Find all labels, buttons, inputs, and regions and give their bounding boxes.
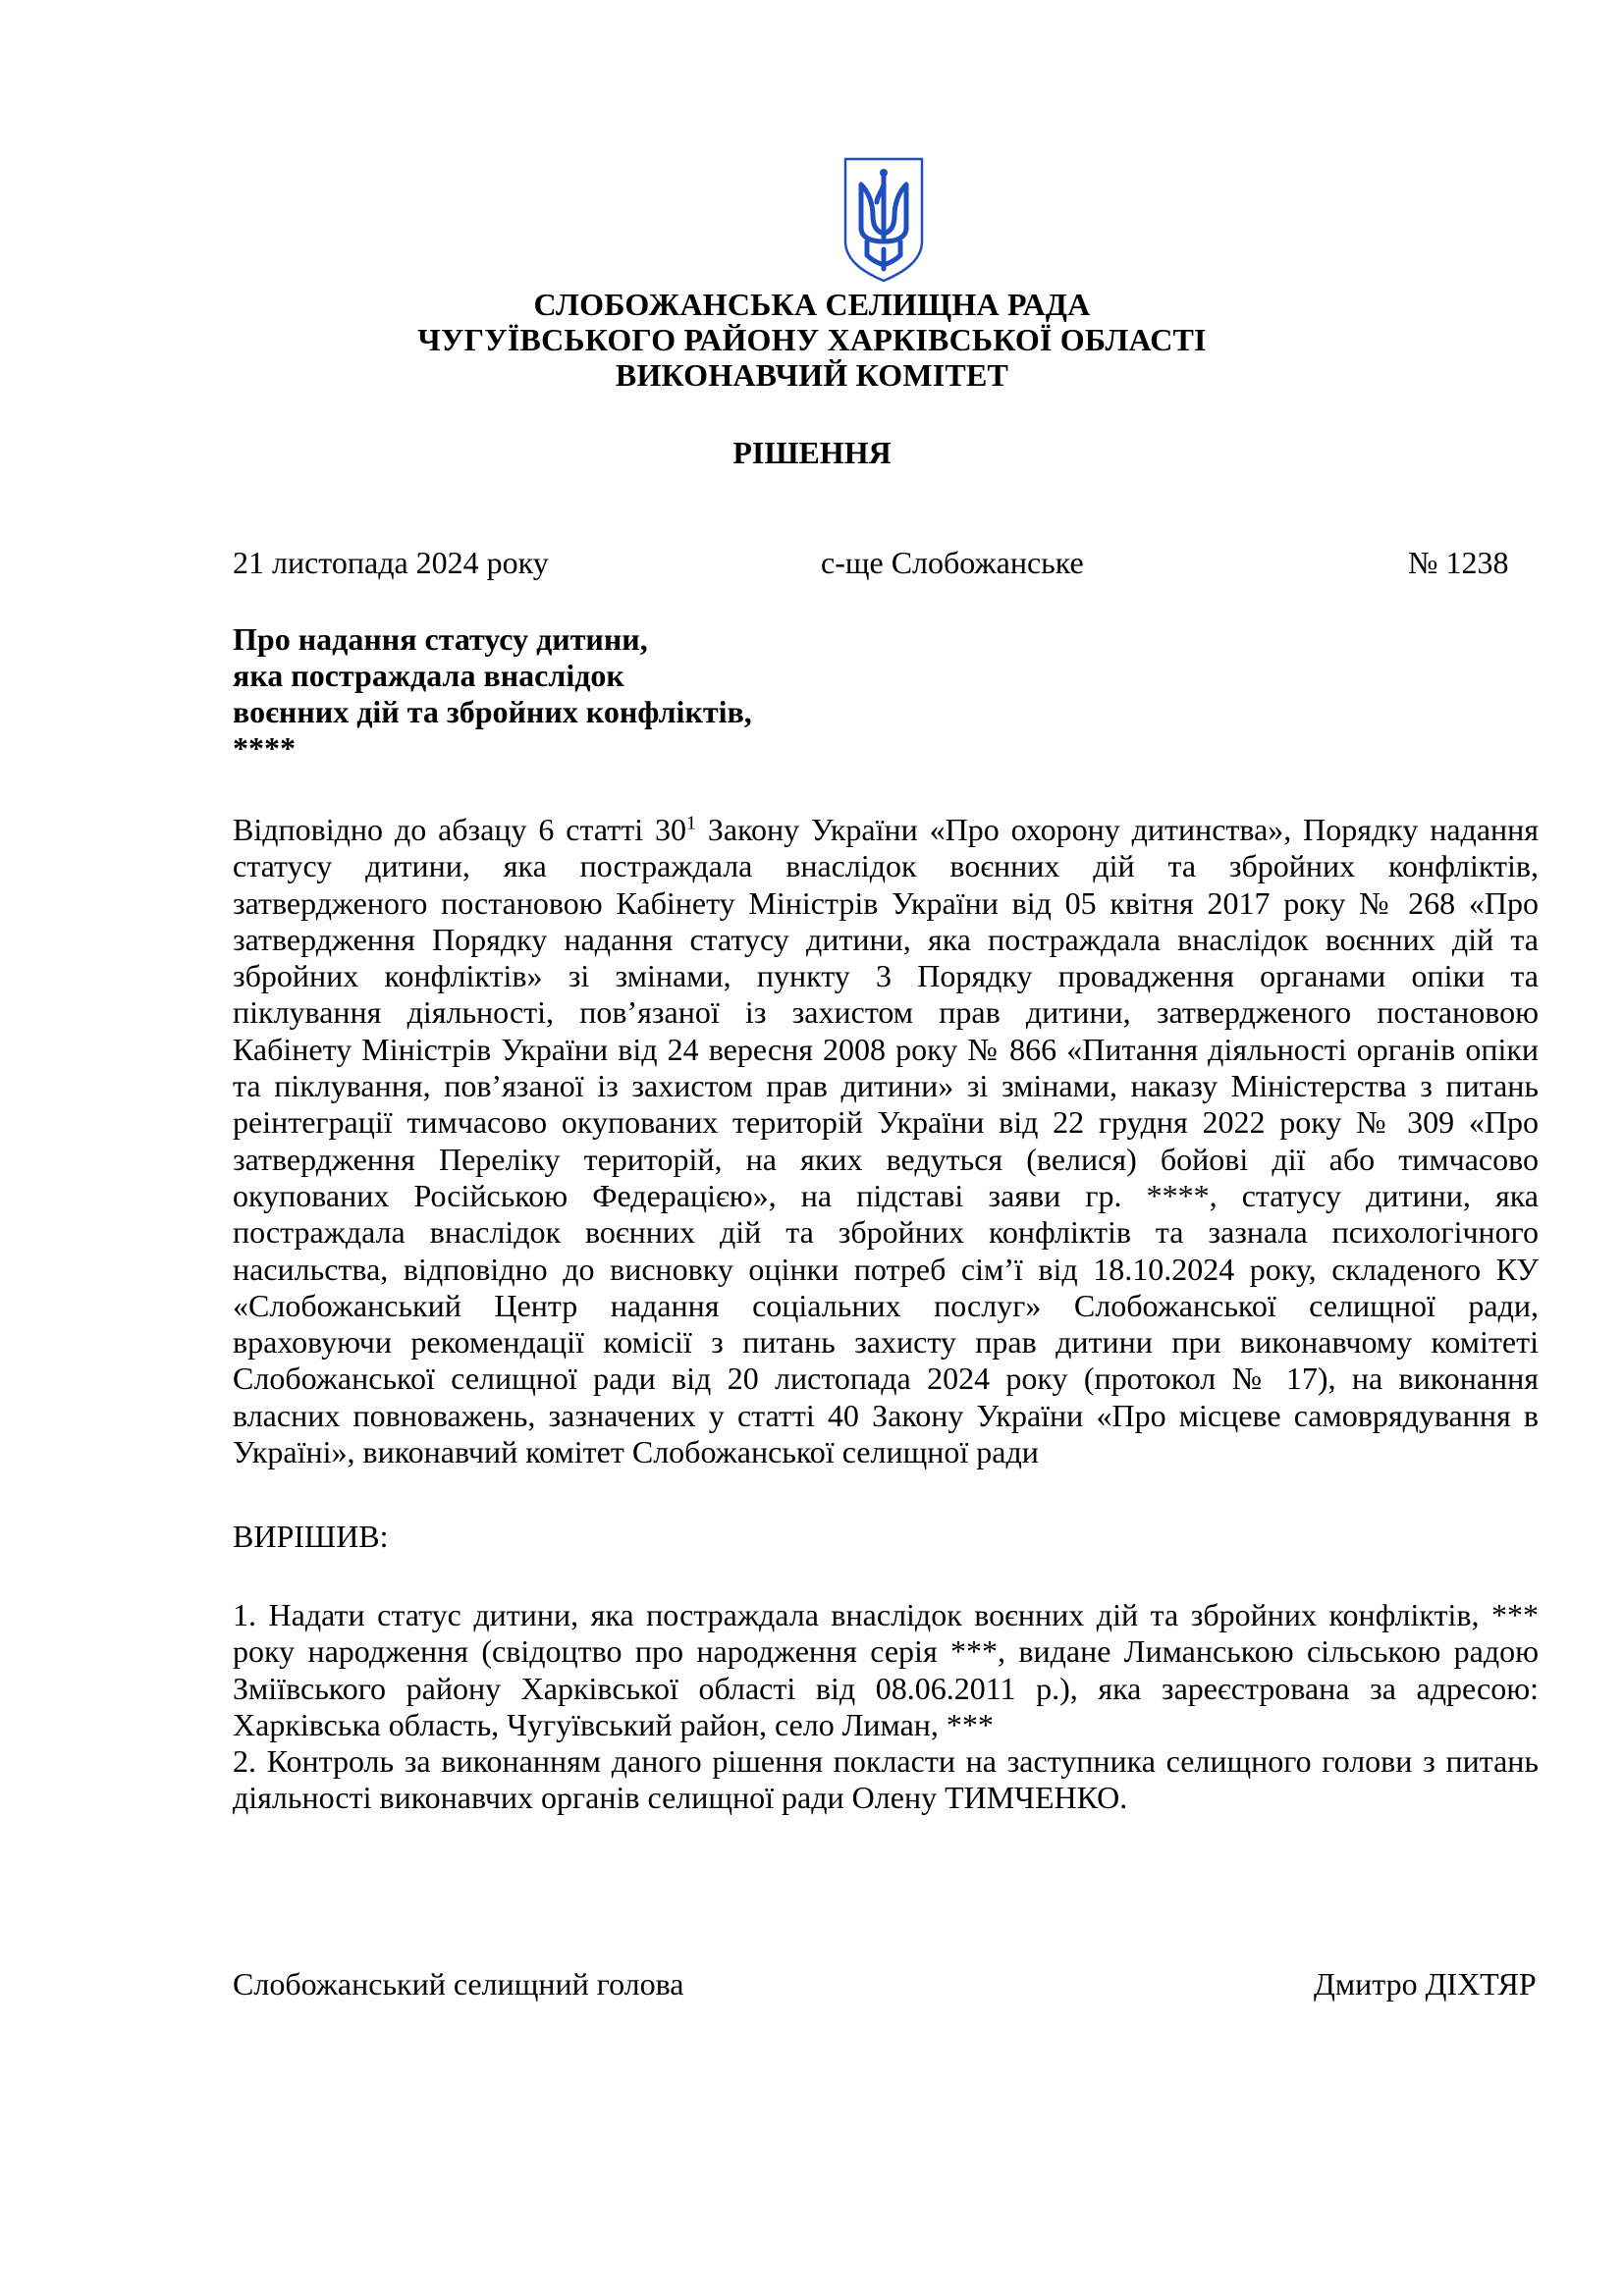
signatory-role: Слобожанський селищний голова — [233, 1966, 684, 2002]
preamble-line: та піклування, пов’язаної із захистом прав дитини» зі змінами, наказу Міністерства з питань — [233, 1068, 1539, 1104]
decision-line: Зміївського району Харківської області від 08.06.2011 р.), яка зареєстрована за адресою: — [233, 1670, 1539, 1706]
signatory-name: Дмитро ДІХТЯР — [1314, 1966, 1537, 2002]
document-date: 21 листопада 2024 року — [233, 545, 549, 580]
preamble-line: Україні», виконавчий комітет Слобожанської селищної ради — [233, 1434, 1039, 1470]
decision-line: 1. Надати статус дитини, яка постраждала внаслідок воєнних дій та збройних конфліктів, *** — [233, 1597, 1539, 1632]
preamble-line: насильства, відповідно до висновку оцінки потреб сім’ї від 18.10.2024 року, складеного КУ — [233, 1251, 1539, 1287]
decision-line: року народження (свідоцтво про народження серія ***, видане Лиманською сільською радою — [233, 1633, 1539, 1670]
org-name-line-2: ЧУГУЇВСЬКОГО РАЙОНУ ХАРКІВСЬКОЇ ОБЛАСТІ — [417, 322, 1207, 357]
org-name-line-1: СЛОБОЖАНСЬКА СЕЛИЩНА РАДА — [533, 287, 1091, 322]
subject-line: яка постраждала внаслідок — [233, 658, 624, 693]
preamble-line: статусу дитини, яка постраждала внаслідок воєнних дій та збройних конфліктів, — [233, 848, 1539, 884]
preamble-line: реінтеграції тимчасово окупованих територій України від 22 грудня 2022 року № 309 «Про — [233, 1104, 1539, 1141]
preamble-line — [233, 812, 1539, 848]
preamble-line: «Слобожанський Центр надання соціальних послуг» Слобожанської селищної ради, — [233, 1287, 1539, 1323]
preamble-text: Відповідно до абзацу 6 статті 30 — [233, 812, 686, 847]
org-name-line-3: ВИКОНАВЧИЙ КОМІТЕТ — [615, 357, 1009, 393]
decision-items — [233, 1597, 1539, 1817]
document-title: РІШЕННЯ — [732, 435, 892, 470]
document-place: с-ще Слобожанське — [821, 545, 1084, 580]
decision-line: діяльності виконавчих органів селищної ради Олену ТИМЧЕНКО. — [233, 1780, 1128, 1816]
preamble-line: затвердження Переліку територій, на яких ведуться (велися) бойові дії або тимчасово — [233, 1141, 1539, 1177]
preamble-line: власних повноважень, зазначених у статті 40 Закону України «Про місцеве самоврядування в — [233, 1397, 1539, 1433]
preamble-line: затвердження Порядку надання статусу дитини, яка постраждала внаслідок воєнних дій та — [233, 921, 1539, 957]
subject-line: **** — [233, 730, 296, 766]
document-subject — [233, 621, 752, 767]
coat-of-arms-icon — [839, 155, 928, 285]
decision-line: Харківська область, Чугуївський район, село Лиман, *** — [233, 1706, 994, 1742]
article-superscript: 1 — [685, 812, 696, 834]
preamble-line: Кабінету Міністрів України від 24 вересня 2008 року № 866 «Питання діяльності органів опіки — [233, 1031, 1539, 1067]
decided-heading: ВИРІШИВ: — [233, 1519, 389, 1554]
subject-line: воєнних дій та збройних конфліктів, — [233, 694, 752, 729]
preamble-paragraph — [233, 812, 1539, 1470]
preamble-line: Слобожанської селищної ради від 20 листопада 2024 року (протокол № 17), на виконання — [233, 1361, 1539, 1397]
document-number: № 1238 — [1408, 545, 1509, 580]
preamble-line: постраждала внаслідок воєнних дій та збройних конфліктів та зазнала психологічного — [233, 1214, 1539, 1251]
decision-line: 2. Контроль за виконанням даного рішення покласти на заступника селищного голови з питань — [233, 1743, 1539, 1780]
preamble-line: піклування діяльності, пов’язаної із захистом прав дитини, затвердженого постановою — [233, 994, 1539, 1031]
preamble-line: затвердженого постановою Кабінету Міністрів України від 05 квітня 2017 року № 268 «Про — [233, 884, 1539, 921]
preamble-line: збройних конфліктів» зі змінами, пункту 3 Порядку провадження органами опіки та — [233, 958, 1539, 994]
preamble-line: враховуючи рекомендації комісії з питань захисту прав дитини при виконавчому комітеті — [233, 1324, 1539, 1361]
preamble-line: окупованих Російською Федерацією», на підставі заяви гр. ****, статусу дитини, яка — [233, 1177, 1539, 1213]
subject-line: Про надання статусу дитини, — [233, 621, 648, 657]
preamble-text: Закону України «Про охорону дитинства», Порядку надання — [695, 812, 1540, 847]
